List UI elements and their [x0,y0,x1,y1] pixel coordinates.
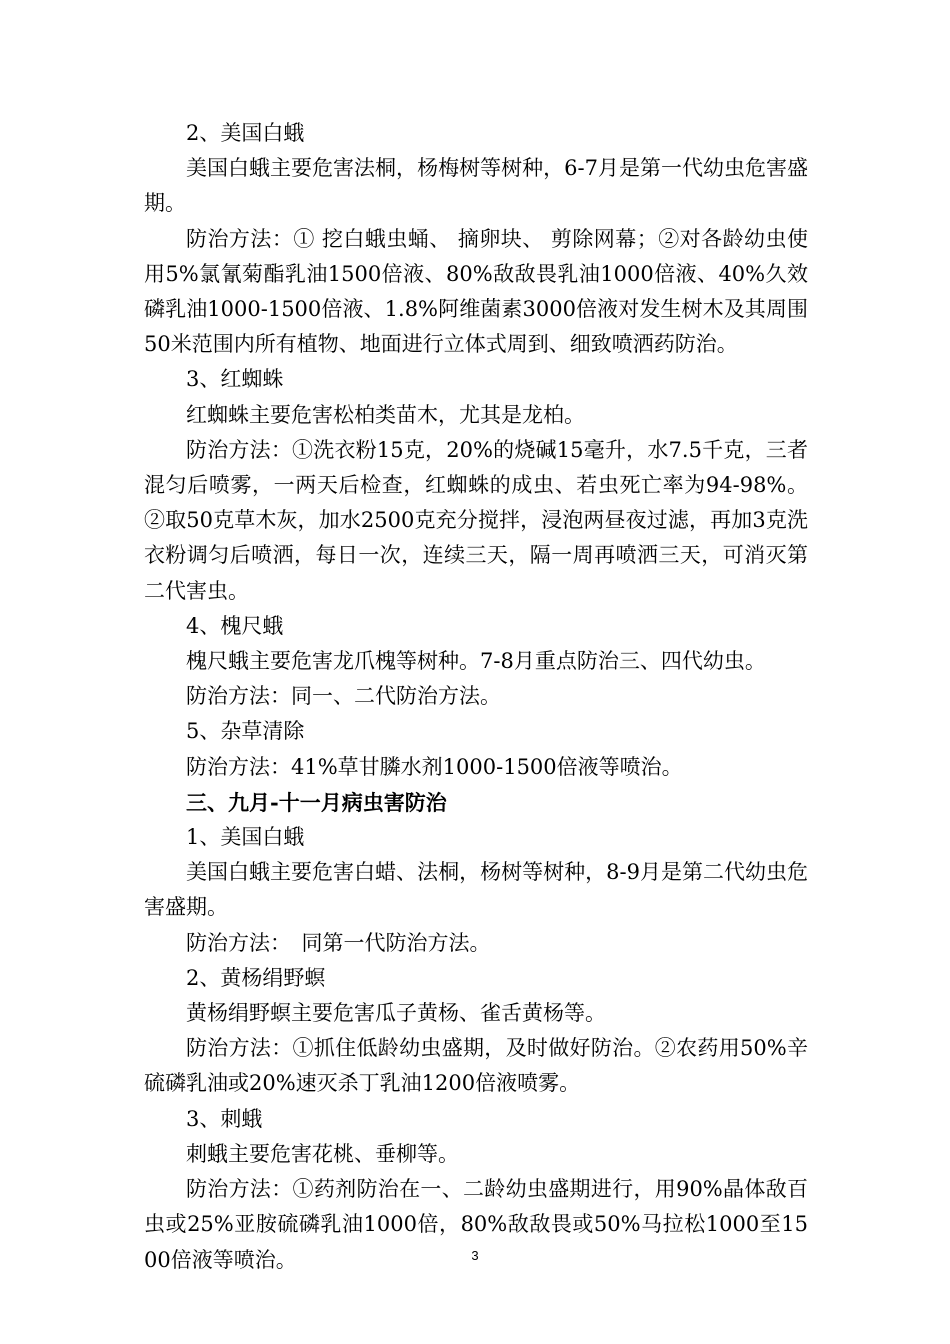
paragraph: 5、杂草清除 [186,719,305,744]
paragraph: 美国白蛾主要危害法桐，杨梅树等树种，6-7月是第一代幼虫危害盛期。 [144,156,808,216]
paragraph: 2、美国白蛾 [186,121,305,145]
paragraph: 2、黄杨绢野螟 [186,965,326,990]
paragraph: 防治方法： 同第一代防治方法。 [186,930,491,955]
paragraph: 防治方法：①抓住低龄幼虫盛期，及时做好防治。②农药用50%辛硫磷乳油或20%速灭杀丁乳油1200倍液喷雾。 [144,1036,808,1096]
paragraph: 3、红蜘蛛 [186,367,284,392]
paragraph: 黄杨绢野螟主要危害瓜子黄杨、雀舌黄杨等。 [186,1001,606,1026]
paragraph: 4、槐尺蛾 [186,613,284,638]
page-number: 3 [471,1248,479,1263]
paragraph: 美国白蛾主要危害白蜡、法桐，杨树等树种，8-9月是第二代幼虫危害盛期。 [144,860,808,920]
paragraph: 1、美国白蛾 [186,825,305,850]
section-heading: 三、九月-十一月病虫害防治 [186,789,447,815]
paragraph: 防治方法：①药剂防治在一、二龄幼虫盛期进行，用90%晶体敌百虫或25%亚胺硫磷乳油1000倍，80%敌敌畏或50%马拉松1000至1500倍液等喷治。 [144,1177,808,1272]
paragraph: 红蜘蛛主要危害松柏类苗木，尤其是龙柏。 [186,402,585,427]
paragraph: 3、刺蛾 [186,1106,263,1131]
paragraph: 刺蛾主要危害花桃、垂柳等。 [186,1141,459,1166]
document-body [144,116,808,1278]
paragraph: 防治方法：①洗衣粉15克，20%的烧碱15毫升，水7.5千克，三者混匀后喷雾，一两天后检查，红蜘蛛的成虫、若虫死亡率为94-98%。②取50克草木灰，加水2500克充分搅拌，浸泡两昼夜过滤，再加3克洗衣粉调匀后喷洒，每日一次，连续三天，隔一周再喷洒三天，可消灭第二代害虫。 [144,437,808,603]
paragraph: 防治方法：41%草甘膦水剂1000-1500倍液等喷治。 [186,754,683,779]
paragraph: 防治方法：同一、二代防治方法。 [186,684,501,709]
paragraph: 防治方法：① 挖白蛾虫蛹、 摘卵块、 剪除网幕；②对各龄幼虫使用5%氯氰菊酯乳油1500倍液、80%敌敌畏乳油1000倍液、40%久效磷乳油1000-1500倍液、1.8%阿维菌素3000倍液对发生树木及其周围50米范围内所有植物、地面进行立体式周到、细致喷洒药防治。 [144,226,808,357]
paragraph: 槐尺蛾主要危害龙爪槐等树种。7-8月重点防治三、四代幼虫。 [186,649,766,674]
